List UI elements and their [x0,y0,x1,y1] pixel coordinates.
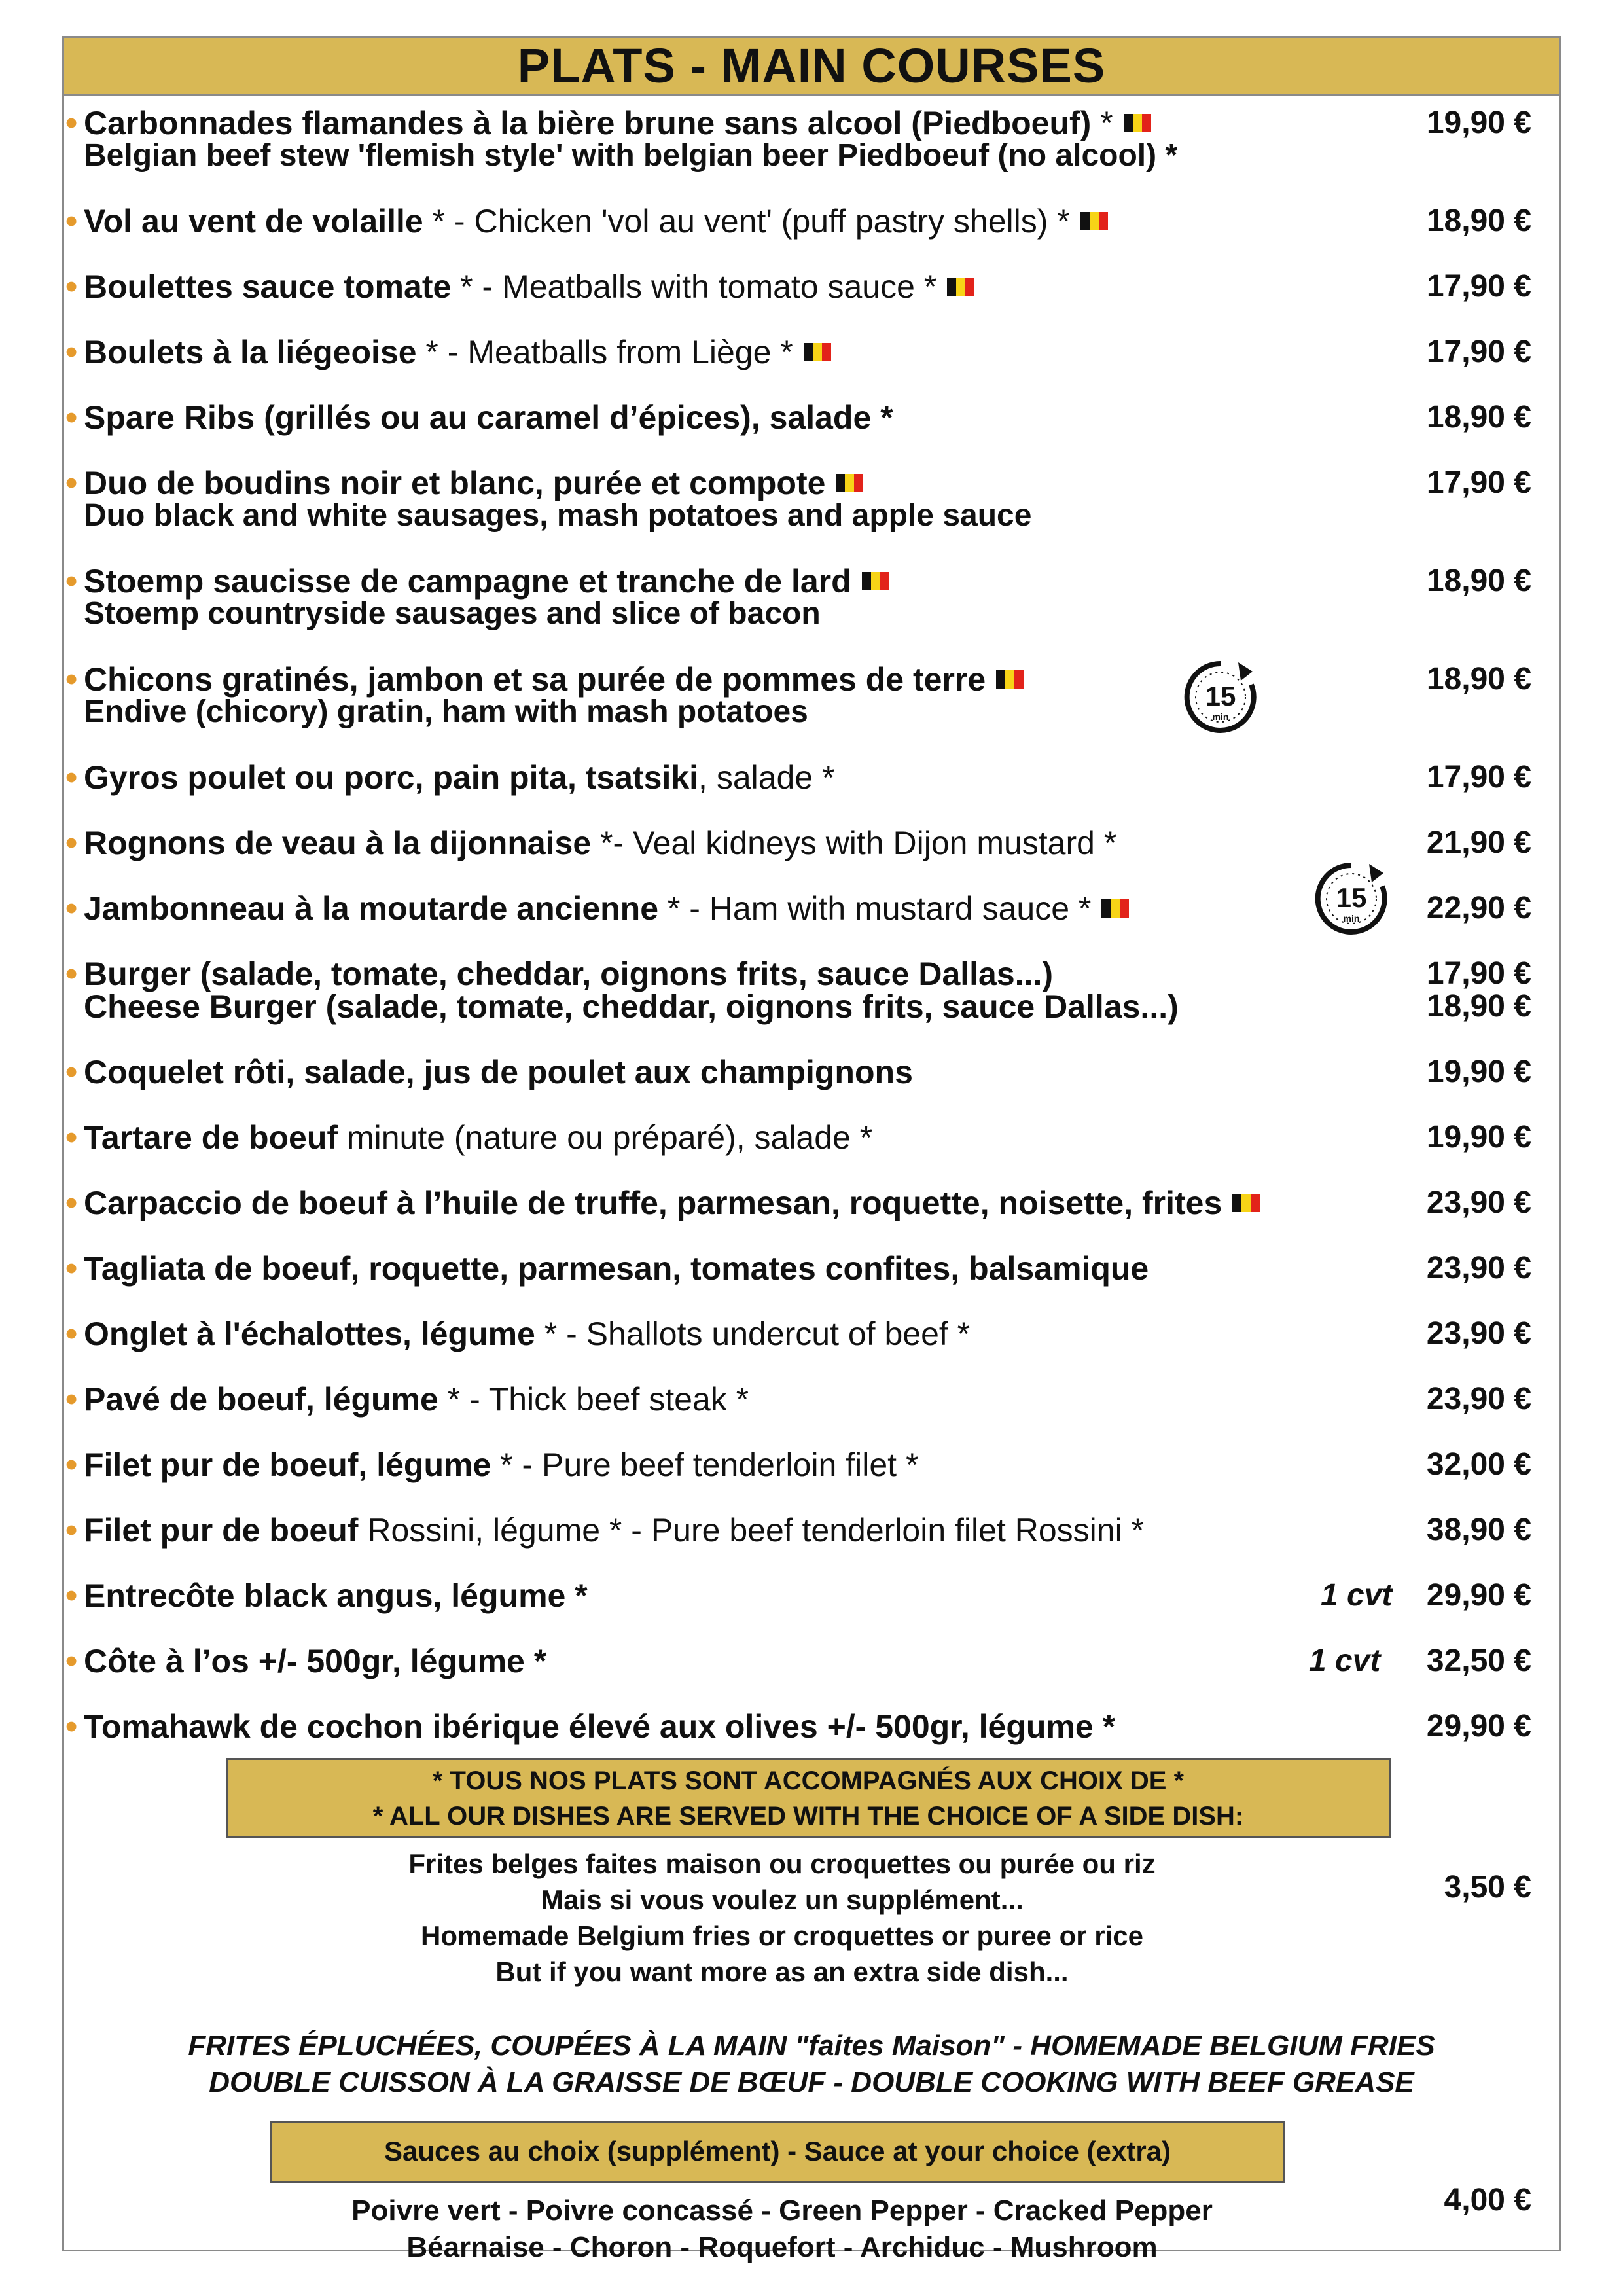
item-line [84,988,1179,1025]
item-english: Belgian beef stew 'flemish style' with belgian beer Piedboeuf (no alcool) * [84,138,1178,173]
item-line [84,1316,970,1352]
belgian-flag-icon [1101,899,1129,918]
bullet: • [65,1119,78,1157]
sides-line: Homemade Belgium fries or croquettes or puree or rice [421,1920,1143,1951]
item-price: 17,90 € [1426,465,1531,500]
bullet: • [65,464,78,502]
item-price: 23,90 € [1426,1316,1531,1351]
timer-unit: min [1343,913,1360,924]
item-price: 23,90 € [1426,1382,1531,1416]
sides-line: But if you want more as an extra side dish... [495,1956,1069,1987]
item-name: Boulettes sauce tomate [84,268,452,305]
bullet: • [65,1446,78,1484]
belgian-flag-icon [1232,1194,1260,1212]
item-price: 17,90 € [1426,334,1531,369]
item-name: Filet pur de boeuf [84,1512,359,1549]
item-name: Tomahawk de cochon ibérique élevé aux olives +/- 500gr, légume * [84,1708,1116,1745]
item-line [84,1446,918,1483]
item-description: minute (nature ou préparé), salade * [338,1119,873,1156]
fries-note [62,2028,1561,2101]
item-price: 19,90 € [1426,1054,1531,1089]
sides-text [196,1846,1368,1990]
bullet: • [65,889,78,927]
bullet: • [65,104,78,142]
bullet: • [65,202,78,240]
item-name: Carpaccio de boeuf à l’huile de truffe, parmesan, roquette, noisette, frites [84,1185,1222,1221]
item-name: Onglet à l'échalottes, légume [84,1316,535,1352]
item-name: Carbonnades flamandes à la bière brune sans alcool (Piedboeuf) [84,105,1092,141]
bullet: • [65,759,78,797]
item-price: 17,90 € [1426,956,1531,991]
bullet: • [65,333,78,371]
item-line [84,1381,749,1418]
item-line [84,268,974,305]
timer-15-min-icon [1178,655,1263,740]
cover-note: 1 cvt [1321,1578,1393,1613]
item-name: Filet pur de boeuf, légume [84,1446,491,1483]
item-name: Côte à l’os +/- 500gr, légume * [84,1643,547,1679]
item-name: Vol au vent de volaille [84,203,423,240]
item-name: Tartare de boeuf [84,1119,338,1156]
belgian-flag-icon [836,474,863,492]
item-price: 22,90 € [1426,891,1531,925]
item-price: 38,90 € [1426,1513,1531,1547]
bullet: • [65,268,78,306]
bullet: • [65,1053,78,1091]
item-price: 18,90 € [1426,662,1531,696]
item-description: * [1091,105,1113,141]
bullet: • [65,1380,78,1418]
item-line [84,399,893,436]
item-line [84,1250,1149,1287]
timer-15-min-icon [1309,856,1394,941]
item-price: 23,90 € [1426,1185,1531,1220]
item-name: Entrecôte black angus, légume * [84,1577,588,1614]
item-line [84,1708,1115,1745]
sides-box-line-fr: * TOUS NOS PLATS SONT ACCOMPAGNÉS AUX CHOIX DE * [432,1767,1185,1795]
item-price: 17,90 € [1426,760,1531,795]
item-line [84,890,1129,927]
item-price: 23,90 € [1426,1251,1531,1285]
sides-box [226,1758,1391,1838]
sides-price: 3,50 € [1444,1870,1531,1905]
item-description: *- Veal kidneys with Dijon mustard * [591,825,1117,861]
item-line [84,465,863,501]
item-description: , salade * [698,759,835,796]
item-name: Chicons gratinés, jambon et sa purée de pommes de terre [84,661,986,698]
item-line [84,1577,588,1614]
item-line [84,1643,546,1679]
cover-note: 1 cvt [1309,1643,1381,1678]
item-price: 29,90 € [1426,1578,1531,1613]
item-line [84,1119,872,1156]
item-name: Boulets à la liégeoise [84,334,417,370]
item-line [84,825,1116,861]
fries-note-line: DOUBLE CUISSON À LA GRAISSE DE BŒUF - DOUBLE COOKING WITH BEEF GREASE [209,2066,1414,2098]
item-line [84,759,835,796]
item-name: Duo de boudins noir et blanc, purée et compote [84,465,826,501]
bullet: • [65,660,78,698]
item-price: 19,90 € [1426,105,1531,140]
bullet: • [65,1184,78,1222]
item-price: 18,90 € [1426,204,1531,238]
item-english: Duo black and white sausages, mash potatoes and apple sauce [84,498,1032,533]
item-line [84,661,1024,698]
item-price: 17,90 € [1426,269,1531,304]
item-name: Stoemp saucisse de campagne et tranche de lard [84,563,851,600]
item-description: * - Ham with mustard sauce * [658,890,1092,927]
belgian-flag-icon [947,278,974,296]
belgian-flag-icon [1124,114,1151,132]
sides-line: Frites belges faites maison ou croquettes ou purée ou riz [408,1848,1156,1879]
item-description: * - Thick beef steak * [438,1381,749,1418]
item-price: 18,90 € [1426,400,1531,435]
item-name: Coquelet rôti, salade, jus de poulet aux champignons [84,1054,913,1090]
fries-note-line: FRITES ÉPLUCHÉES, COUPÉES À LA MAIN "faites Maison" - HOMEMADE BELGIUM FRIES [188,2030,1435,2062]
item-english: Endive (chicory) gratin, ham with mash potatoes [84,694,808,729]
item-description: * - Meatballs with tomato sauce * [451,268,937,305]
timer-number: 15 [1336,882,1367,913]
bullet: • [65,824,78,862]
item-line [84,956,1053,992]
item-name: Cheese Burger (salade, tomate, cheddar, oignons frits, sauce Dallas...) [84,988,1179,1025]
item-price: 18,90 € [1426,564,1531,598]
bullet: • [65,562,78,600]
belgian-flag-icon [996,670,1024,689]
sauces-line: Poivre vert - Poivre concassé - Green Pepper - Cracked Pepper [351,2195,1213,2227]
item-price: 29,90 € [1426,1709,1531,1744]
item-description: * - Shallots undercut of beef * [535,1316,971,1352]
item-description: * - Meatballs from Liège * [416,334,793,370]
sauces-box: Sauces au choix (supplément) - Sauce at your choice (extra) [270,2121,1285,2183]
bullet: • [65,1642,78,1680]
item-line [84,1512,1144,1549]
timer-unit: min [1212,711,1229,722]
item-line [84,563,889,600]
sauces-line: Béarnaise - Choron - Roquefort - Archiduc - Mushroom [406,2231,1158,2263]
belgian-flag-icon [862,572,889,590]
item-name: Tagliata de boeuf, roquette, parmesan, tomates confites, balsamique [84,1250,1149,1287]
item-english: Stoemp countryside sausages and slice of bacon [84,596,821,631]
item-price: 21,90 € [1426,825,1531,860]
sauces-text [196,2193,1368,2266]
item-line [84,1054,913,1090]
item-name: Pavé de boeuf, légume [84,1381,438,1418]
sides-line: Mais si vous voulez un supplément... [541,1884,1024,1915]
item-price: 32,50 € [1426,1643,1531,1678]
item-line [84,334,831,370]
belgian-flag-icon [1080,212,1108,230]
item-name: Rognons de veau à la dijonnaise [84,825,592,861]
item-name: Jambonneau à la moutarde ancienne [84,890,659,927]
item-description: Rossini, légume * - Pure beef tenderloin filet Rossini * [358,1512,1145,1549]
bullet: • [65,1315,78,1353]
page-title: PLATS - MAIN COURSES [62,36,1561,96]
sauces-price: 4,00 € [1444,2183,1531,2217]
bullet: • [65,399,78,437]
bullet: • [65,1708,78,1746]
bullet: • [65,1577,78,1615]
item-description: * - Pure beef tenderloin filet * [491,1446,919,1483]
item-description: * - Chicken 'vol au vent' (puff pastry shells) * [423,203,1070,240]
bullet: • [65,955,78,993]
item-price: 32,00 € [1426,1447,1531,1482]
timer-number: 15 [1205,681,1236,711]
item-price: 18,90 € [1426,989,1531,1024]
sides-box-line-en: * ALL OUR DISHES ARE SERVED WITH THE CHOICE OF A SIDE DISH: [372,1802,1244,1831]
item-price: 19,90 € [1426,1120,1531,1155]
item-line [84,105,1151,141]
item-name: Spare Ribs (grillés ou au caramel d’épices), salade * [84,399,893,436]
item-name: Gyros poulet ou porc, pain pita, tsatsiki [84,759,699,796]
belgian-flag-icon [804,343,831,361]
bullet: • [65,1511,78,1549]
bullet: • [65,1249,78,1287]
item-line [84,1185,1260,1221]
item-line [84,203,1108,240]
item-name: Burger (salade, tomate, cheddar, oignons frits, sauce Dallas...) [84,956,1053,992]
